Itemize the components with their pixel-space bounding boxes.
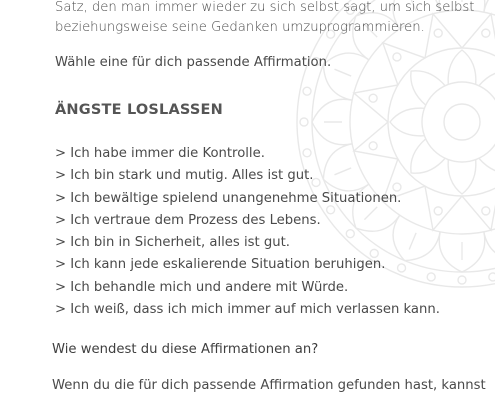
mandala-stroke	[458, 276, 466, 284]
lead-paragraph: Wähle eine für dich passende Affirmation.	[55, 55, 332, 70]
mandala-stroke	[482, 207, 490, 215]
affirmation-item: > Ich bewältige spielend unangenehme Situationen.	[55, 190, 402, 206]
mandala-stroke	[303, 87, 311, 95]
mandala-stroke	[444, 104, 480, 140]
mandala-stroke	[393, 53, 401, 61]
mandala-stroke	[489, 273, 495, 281]
mandala-stroke	[448, 160, 476, 194]
section-heading: ÄNGSTE LOSLASSEN	[55, 102, 223, 118]
intro-paragraph	[55, 0, 474, 38]
mandala-stroke	[479, 71, 495, 105]
mandala-stroke	[390, 108, 424, 136]
affirmation-item: > Ich bin in Sicherheit, alles ist gut.	[55, 235, 290, 251]
affirmation-item: > Ich bin stark und mutig. Alles ist gut.	[55, 168, 314, 184]
sub-heading: Wie wendest du diese Affirmationen an?	[52, 342, 319, 357]
affirmation-item: > Ich kann jede eskalierende Situation beruhigen.	[55, 257, 386, 273]
mandala-stroke	[354, 85, 398, 122]
intro-line: beziehungsweise seine Gedanken umzuprogrammieren.	[55, 20, 425, 35]
mandala-stroke	[448, 50, 476, 84]
mandala-stroke	[369, 94, 377, 102]
affirmation-item: > Ich vertraue dem Prozess des Lebens.	[55, 212, 321, 228]
affirmation-item: > Ich weiß, dass ich mich immer auf mich verlassen kann.	[55, 302, 440, 318]
mandala-stroke	[484, 215, 495, 260]
affirmation-item: > Ich behandle mich und andere mit Würde.	[55, 279, 349, 295]
mandala-stroke	[335, 69, 352, 76]
intro-line: Satz, den man immer wieder zu sich selbst sagt, um sich selbst	[55, 0, 475, 15]
mandala-stroke	[300, 118, 308, 126]
mandala-stroke	[479, 139, 495, 173]
outro-paragraph: Wenn du die für dich passende Affirmation gefunden hast, kannst	[52, 378, 486, 393]
affirmation-list	[55, 144, 440, 322]
mandala-stroke	[462, 186, 495, 230]
mandala-stroke	[383, 43, 425, 85]
affirmation-item: > Ich habe immer die Kontrolle.	[55, 146, 265, 161]
mandala-stroke	[482, 29, 490, 37]
